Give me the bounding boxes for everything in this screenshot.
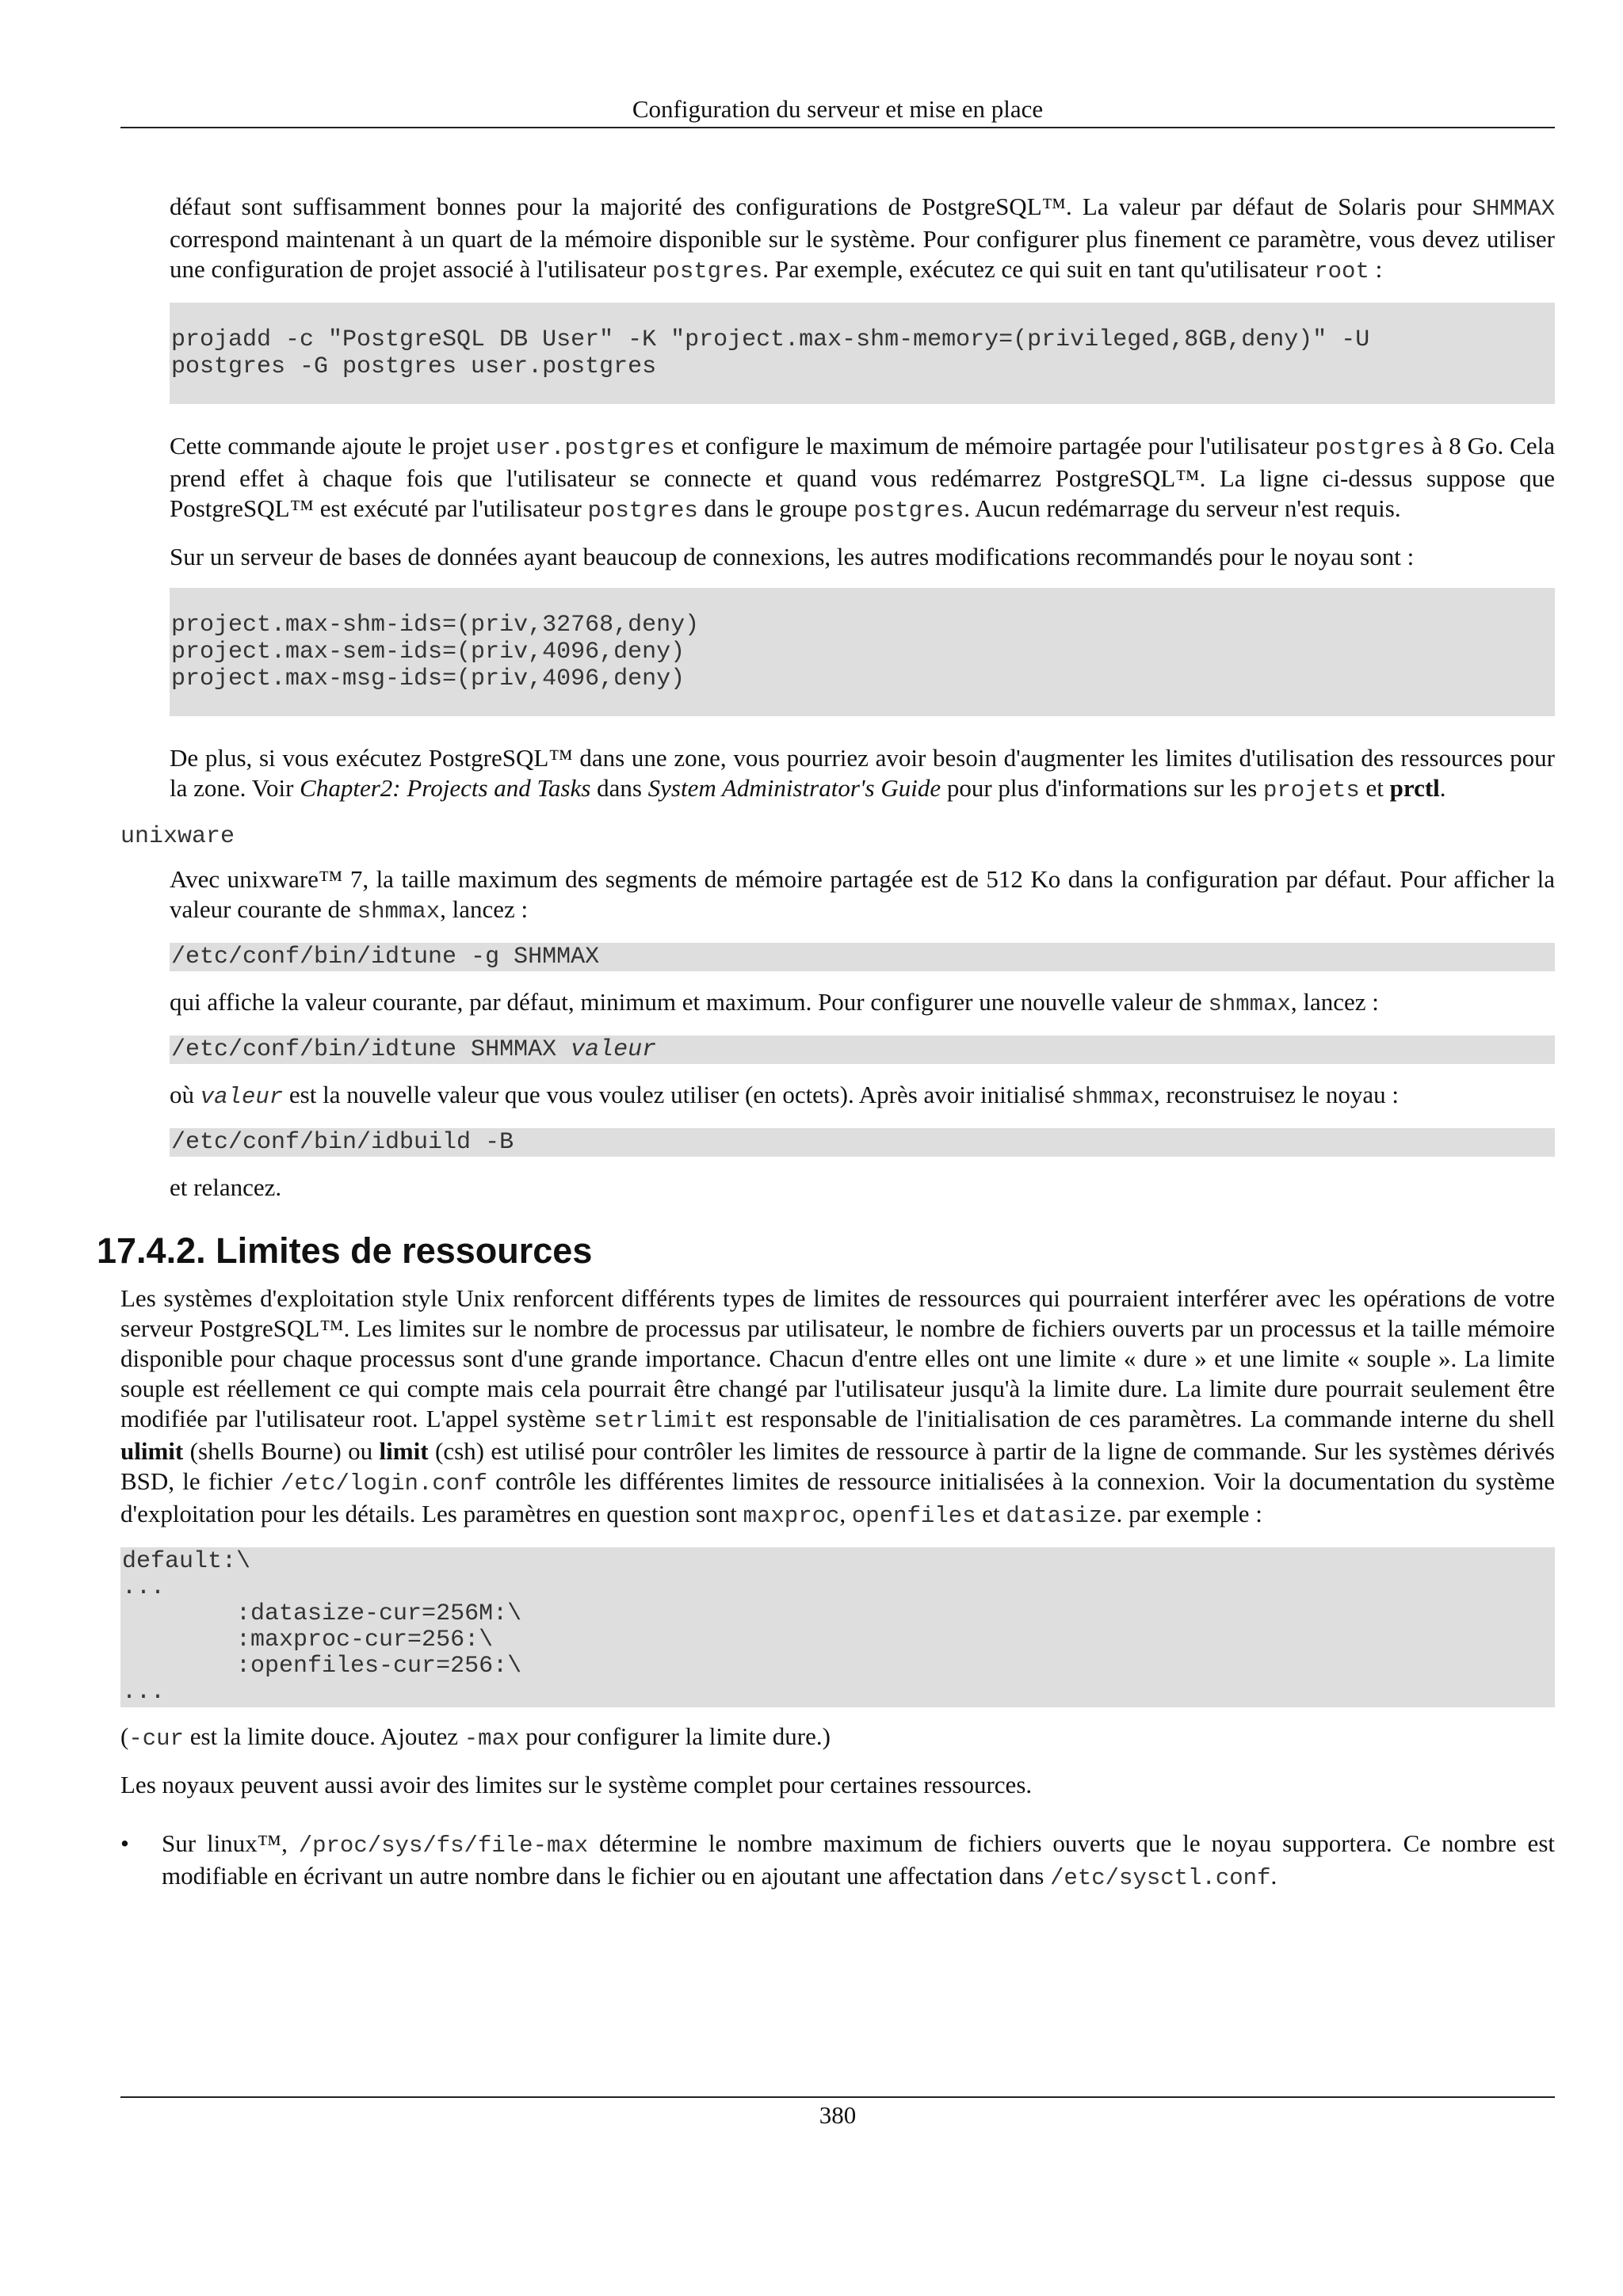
code-block-login-conf: default:\ ... :datasize-cur=256M:\ :maxproc-cur=256:\ :openfiles-cur=256:\ ... bbox=[120, 1547, 1555, 1707]
term-unixware: unixware bbox=[120, 823, 235, 850]
code-literal: /etc/sysctl.conf bbox=[1050, 1865, 1271, 1891]
text-run: est responsable de l'initialisation de ces paramètres. La commande interne du shell bbox=[717, 1405, 1555, 1432]
text-run: est la limite douce. Ajoutez bbox=[183, 1722, 464, 1750]
text-run: , bbox=[839, 1500, 852, 1527]
code-literal: -cur bbox=[128, 1726, 184, 1752]
paragraph-idtune-set bbox=[170, 987, 1555, 1020]
code-literal: postgres bbox=[854, 498, 964, 524]
text-run: et configure le maximum de mémoire partagée pour l'utilisateur bbox=[674, 432, 1316, 460]
paragraph-resource-limits bbox=[120, 1283, 1555, 1531]
text-run: dans le groupe bbox=[697, 494, 854, 522]
text-run: pour plus d'informations sur les bbox=[941, 774, 1263, 802]
command-name: prctl bbox=[1389, 774, 1440, 802]
code-literal: postgres bbox=[1315, 435, 1426, 461]
paragraph-kernel-limits: Les noyaux peuvent aussi avoir des limites sur le système complet pour certaines ressources. bbox=[120, 1771, 1033, 1798]
text-run: où bbox=[170, 1081, 200, 1108]
code-line-idtune-get: /etc/conf/bin/idtune -g SHMMAX bbox=[170, 943, 1555, 971]
solaris-section bbox=[170, 192, 1555, 806]
text-run: est la nouvelle valeur que vous voulez utiliser (en octets). Après avoir initialisé bbox=[283, 1081, 1071, 1108]
paragraph-zones bbox=[170, 743, 1555, 806]
code-literal: setrlimit bbox=[594, 1408, 718, 1434]
text-run: ( bbox=[120, 1722, 129, 1750]
text-run: et bbox=[1359, 774, 1390, 802]
code-literal: root bbox=[1314, 258, 1369, 284]
text-run: . bbox=[1270, 1862, 1277, 1890]
code-block-projadd: projadd -c "PostgreSQL DB User" -K "project.max-shm-memory=(privileged,8GB,deny)" -U postgres -G postgres user.postgres bbox=[170, 303, 1555, 404]
code-literal: openfiles bbox=[851, 1503, 976, 1529]
text-run: . Par exemple, exécutez ce qui suit en tant qu'utilisateur bbox=[762, 255, 1315, 283]
text-run: dans bbox=[590, 774, 648, 802]
text-run: , lancez : bbox=[1290, 988, 1379, 1016]
running-header: Configuration du serveur et mise en place bbox=[632, 95, 1044, 123]
code-literal: maxproc bbox=[743, 1503, 840, 1529]
text-run: (shells Bourne) ou bbox=[183, 1437, 380, 1465]
text-run: . par exemple : bbox=[1116, 1500, 1262, 1527]
paragraph-cur-max bbox=[120, 1722, 1555, 1754]
code-literal: postgres bbox=[587, 498, 698, 524]
code-literal: valeur bbox=[200, 1084, 284, 1110]
text-run: , reconstruisez le noyau : bbox=[1153, 1081, 1399, 1108]
list-item bbox=[120, 1829, 1555, 1894]
command-name: ulimit bbox=[120, 1437, 184, 1465]
text-run: pour configurer la limite dure.) bbox=[519, 1722, 831, 1750]
code-literal: SHMMAX bbox=[1472, 196, 1555, 222]
unixware-section bbox=[170, 864, 1555, 1203]
text-run: Cette commande ajoute le projet bbox=[170, 432, 496, 460]
text-run: (csh) est utilisé pour contrôler les limites de ressource à partir de la ligne de commande. Sur les systèmes dérivés BSD, le fichier bbox=[120, 1437, 1555, 1495]
text-run: correspond maintenant à un quart de la mémoire disponible sur le système. Pour configurer plus finement ce paramètre, vous devez utiliser une configuration de projet associé à l'utilisateur bbox=[170, 225, 1555, 283]
paragraph-solaris-shmmax bbox=[170, 192, 1555, 287]
text-run: . bbox=[1439, 774, 1446, 802]
text-run: à 8 Go. Cela prend effet à chaque fois que l'utilisateur se connecte et quand vous redémarrez PostgreSQL™. La ligne ci-dessus suppose que PostgreSQL™ est exécuté par l'utilisateur bbox=[170, 432, 1555, 522]
text-run: Sur linux™, bbox=[162, 1829, 299, 1857]
paragraph-unixware bbox=[170, 864, 1555, 927]
footer-rule bbox=[120, 2096, 1555, 2098]
command-name: limit bbox=[379, 1437, 429, 1465]
code-argument: valeur bbox=[571, 1036, 657, 1063]
text-run: . Aucun redémarrage du serveur n'est requis. bbox=[964, 494, 1401, 522]
paragraph-rebuild bbox=[170, 1080, 1555, 1112]
text-run: De plus, si vous exécutez PostgreSQL™ dans une zone, vous pourriez avoir besoin d'augmenter les limites d'utilisation des ressources pour la zone. Voir bbox=[170, 744, 1555, 802]
text-run: défaut sont suffisamment bonnes pour la majorité des configurations de PostgreSQL™. La valeur par défaut de Solaris pour bbox=[170, 193, 1472, 220]
code-literal: shmmax bbox=[357, 898, 441, 925]
code-literal: /etc/login.conf bbox=[280, 1470, 487, 1497]
text-run: contrôle les différentes limites de ressource initialisées à la connexion. Voir la documentation du système d'exploitation pour les détails. Les paramètres en question sont bbox=[120, 1467, 1555, 1527]
code-block-project-ids: project.max-shm-ids=(priv,32768,deny) project.max-sem-ids=(priv,4096,deny) project.max-msg-ids=(priv,4096,deny) bbox=[170, 588, 1555, 716]
bullet-marker: • bbox=[120, 1829, 129, 1857]
code-literal: user.postgres bbox=[495, 435, 675, 461]
text-run: qui affiche la valeur courante, par défaut, minimum et maximum. Pour configurer une nouvelle valeur de bbox=[170, 988, 1209, 1016]
page-body bbox=[97, 192, 1555, 1894]
paragraph-relaunch: et relancez. bbox=[170, 1173, 282, 1201]
list-item-text bbox=[162, 1829, 1555, 1894]
text-run: Avec unixware™ 7, la taille maximum des segments de mémoire partagée est de 512 Ko dans la configuration par défaut. Pour afficher la valeur courante de bbox=[170, 865, 1555, 923]
paragraph-recommended: Sur un serveur de bases de données ayant beaucoup de connexions, les autres modifications recommandés pour le noyau sont : bbox=[170, 543, 1415, 570]
page-number: 380 bbox=[819, 2101, 857, 2129]
text-run: , lancez : bbox=[440, 895, 529, 923]
code-literal: -max bbox=[464, 1726, 520, 1752]
code-literal: datasize bbox=[1006, 1503, 1117, 1529]
header-rule bbox=[120, 127, 1555, 128]
section-heading: 17.4.2. Limites de ressources bbox=[97, 1230, 593, 1271]
citation: System Administrator's Guide bbox=[647, 774, 941, 802]
paragraph-projadd-explain bbox=[170, 431, 1555, 526]
code-literal: postgres bbox=[652, 258, 763, 284]
code-literal: /proc/sys/fs/file-max bbox=[298, 1833, 589, 1859]
text-run: et bbox=[976, 1500, 1006, 1527]
text-run: Les systèmes d'exploitation style Unix renforcent différents types de limites de ressources qui pourraient interférer avec les opérations de votre serveur PostgreSQL™. Les limites sur le nombre de processus par utilisateur, le nombre de fichiers ouverts par un processus et la taille mémoire disponible pour chaque processus sont d'une grande importance. Chacun d'entre elles ont une limite « dure » et une limite « souple ». La limite souple est réellement ce qui compte mais cela pourrait être changé par l'utilisateur jusqu'à la limite dure. La limite dure pourrait seulement être modifiée par l'utilisateur root. L'appel système bbox=[120, 1284, 1555, 1432]
citation: Chapter2: Projects and Tasks bbox=[300, 774, 591, 802]
code-line-idbuild: /etc/conf/bin/idbuild -B bbox=[170, 1128, 1555, 1157]
code-literal: shmmax bbox=[1208, 991, 1291, 1017]
text-run: détermine le nombre maximum de fichiers ouverts que le noyau supportera. Ce nombre est modifiable en écrivant un autre nombre dans le fichier ou en ajoutant une affectation dans bbox=[162, 1829, 1555, 1890]
code-literal: shmmax bbox=[1071, 1084, 1154, 1110]
code-line-idtune-set bbox=[170, 1035, 1555, 1064]
text-run: : bbox=[1369, 255, 1383, 283]
code-command: /etc/conf/bin/idtune SHMMAX bbox=[171, 1036, 571, 1063]
code-literal: projets bbox=[1262, 777, 1360, 803]
